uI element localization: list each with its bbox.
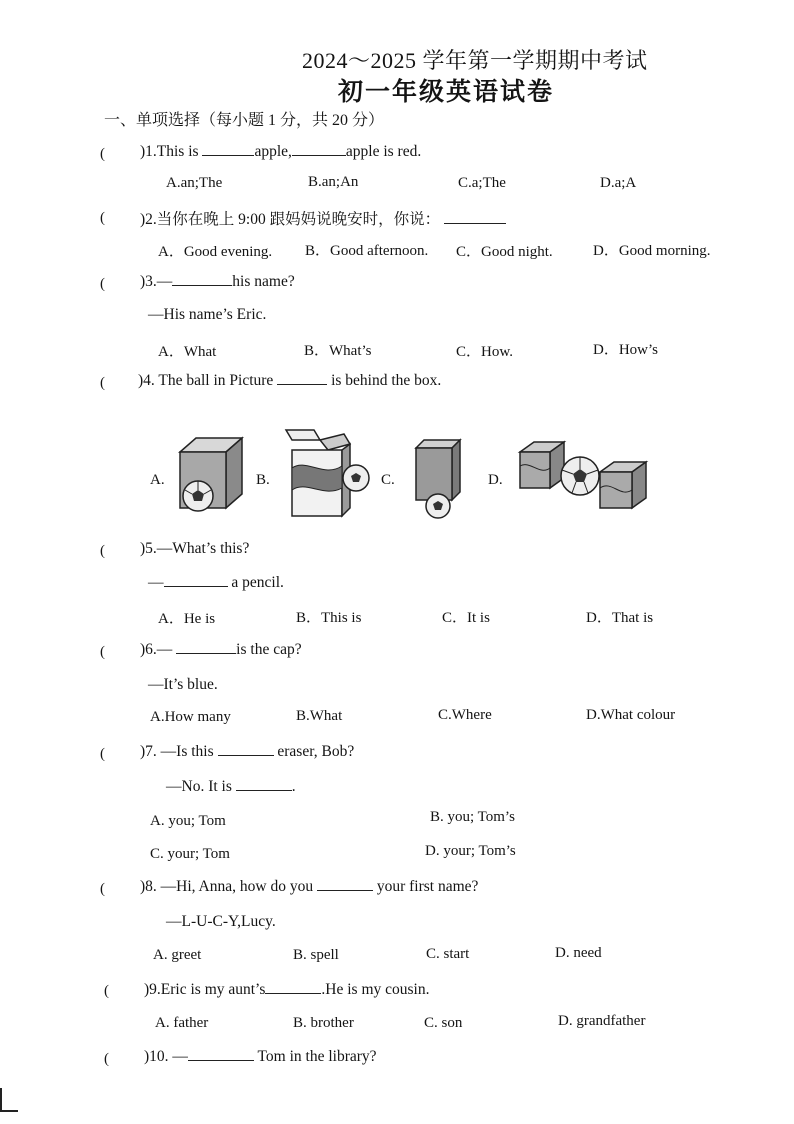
question-stem: eraser, Bob? (277, 743, 355, 760)
option-b[interactable]: B. you; Tom’s (430, 809, 515, 825)
question-6 (140, 641, 302, 659)
option-b[interactable]: B.an;An (308, 174, 359, 190)
answer-paren[interactable]: ( (100, 644, 105, 660)
option-a[interactable]: A. you; Tom (150, 813, 226, 829)
option-a[interactable]: A.How many (150, 709, 231, 725)
exam-subtitle: 初一年级英语试卷 (338, 79, 555, 106)
answer-paren[interactable]: ( (100, 746, 105, 762)
answer-paren[interactable]: ( (100, 146, 105, 162)
dialogue-reply: —No. It is . (166, 778, 296, 795)
option-a[interactable]: A.an;The (166, 175, 223, 191)
question-stem: your first name? (376, 878, 479, 895)
question-stem: )6.— (140, 641, 173, 658)
question-stem: .He is my cousin. (321, 981, 430, 998)
question-3 (140, 273, 295, 291)
answer-blank (444, 222, 506, 224)
question-stem: )7. —Is this (140, 743, 214, 760)
question-stem: )4. The ball in Picture (138, 372, 274, 389)
question-stem: )2.当你在晚上 9:00 跟妈妈说晚安时，你说： (140, 211, 441, 228)
option-b[interactable]: B.What (296, 708, 343, 724)
dialogue-reply: —His name’s Eric. (148, 306, 267, 323)
answer-blank (202, 154, 254, 156)
question-5: )5.—What’s this? (140, 540, 250, 557)
option-c[interactable]: C. your; Tom (150, 846, 230, 862)
question-10 (144, 1048, 377, 1066)
section-heading: 一、单项选择（每小题 1 分，共 20 分） (104, 112, 385, 129)
question-1 (140, 143, 421, 161)
option-b[interactable]: B. spell (293, 947, 339, 963)
answer-paren[interactable]: ( (100, 210, 105, 226)
question-2 (140, 207, 506, 229)
option-a[interactable]: A．Good evening. (158, 244, 273, 260)
option-b[interactable]: B．Good afternoon. (305, 243, 429, 259)
option-d[interactable]: D.What colour (586, 707, 676, 723)
dialogue-reply (148, 574, 284, 592)
question-stem: Tom in the library? (257, 1048, 377, 1065)
answer-blank (317, 889, 373, 891)
option-d[interactable]: D. your; Tom’s (425, 843, 516, 859)
option-c[interactable]: C. (381, 472, 395, 488)
question-8 (140, 878, 478, 896)
question-stem: is the cap? (236, 641, 302, 658)
option-a[interactable]: A．He is (158, 611, 216, 627)
question-stem: apple, (254, 143, 292, 160)
answer-blank (164, 585, 228, 587)
answer-blank (292, 154, 346, 156)
question-stem: )10. — (144, 1048, 188, 1065)
option-b[interactable]: B．This is (296, 610, 362, 626)
question-stem: )8. —Hi, Anna, how do you (140, 878, 314, 895)
question-stem: )9.Eric is my aunt’s (144, 981, 266, 998)
answer-blank (172, 284, 232, 286)
reply-dash: — (148, 574, 164, 591)
option-a[interactable]: A. (150, 472, 165, 488)
question-9 (144, 981, 429, 999)
option-a[interactable]: A. greet (153, 947, 202, 963)
option-d[interactable]: D．How’s (593, 342, 659, 358)
picture-d-boxes-ball (516, 436, 650, 516)
exam-title: 2024～2025 学年第一学期期中考试 (302, 48, 648, 73)
reply-text: a pencil. (231, 574, 284, 591)
option-c[interactable]: C．Good night. (456, 244, 553, 260)
answer-blank (265, 992, 321, 994)
option-d[interactable]: D.a;A (600, 175, 637, 191)
answer-blank (188, 1059, 254, 1061)
answer-blank (277, 383, 327, 385)
answer-paren[interactable]: ( (104, 983, 109, 999)
option-c[interactable]: C．How. (456, 344, 513, 360)
option-a[interactable]: A．What (158, 344, 217, 360)
question-stem: )1.This is (140, 143, 199, 160)
option-c[interactable]: C. son (424, 1015, 463, 1031)
answer-blank (176, 652, 236, 654)
option-a[interactable]: A. father (155, 1015, 209, 1031)
option-d[interactable]: D．Good morning. (593, 243, 711, 259)
option-d[interactable]: D. need (555, 945, 602, 961)
option-c[interactable]: C.a;The (458, 175, 506, 191)
reply-text: —No. It is (166, 778, 232, 795)
option-d[interactable]: D. (488, 472, 503, 488)
question-stem: )3.— (140, 273, 173, 290)
option-c[interactable]: C．It is (442, 610, 490, 626)
answer-blank (236, 789, 292, 791)
answer-paren[interactable]: ( (100, 881, 105, 897)
option-d[interactable]: D. grandfather (558, 1013, 646, 1029)
question-stem: his name? (232, 273, 295, 290)
scan-edge-mark (0, 1088, 2, 1112)
question-7 (140, 743, 354, 761)
dialogue-reply: —L-U-C-Y,Lucy. (166, 913, 276, 930)
answer-paren[interactable]: ( (104, 1051, 109, 1067)
option-b[interactable]: B．What’s (304, 343, 372, 359)
picture-b-open-box-ball (284, 428, 372, 520)
picture-a-box-ball (176, 434, 250, 518)
answer-paren[interactable]: ( (100, 543, 105, 559)
dialogue-reply: —It’s blue. (148, 676, 218, 693)
scan-edge-mark (0, 1110, 18, 1112)
question-4 (138, 372, 441, 390)
picture-c-box-ball (414, 438, 462, 520)
option-b[interactable]: B. brother (293, 1015, 354, 1031)
option-d[interactable]: D．That is (586, 610, 654, 626)
question-stem: apple is red. (345, 143, 422, 160)
question-stem: is behind the box. (331, 372, 442, 389)
answer-paren[interactable]: ( (100, 375, 105, 391)
option-c[interactable]: C.Where (438, 707, 492, 723)
option-b[interactable]: B. (256, 472, 270, 488)
answer-blank (218, 754, 274, 756)
answer-paren[interactable]: ( (100, 276, 105, 292)
option-c[interactable]: C. start (426, 946, 470, 962)
